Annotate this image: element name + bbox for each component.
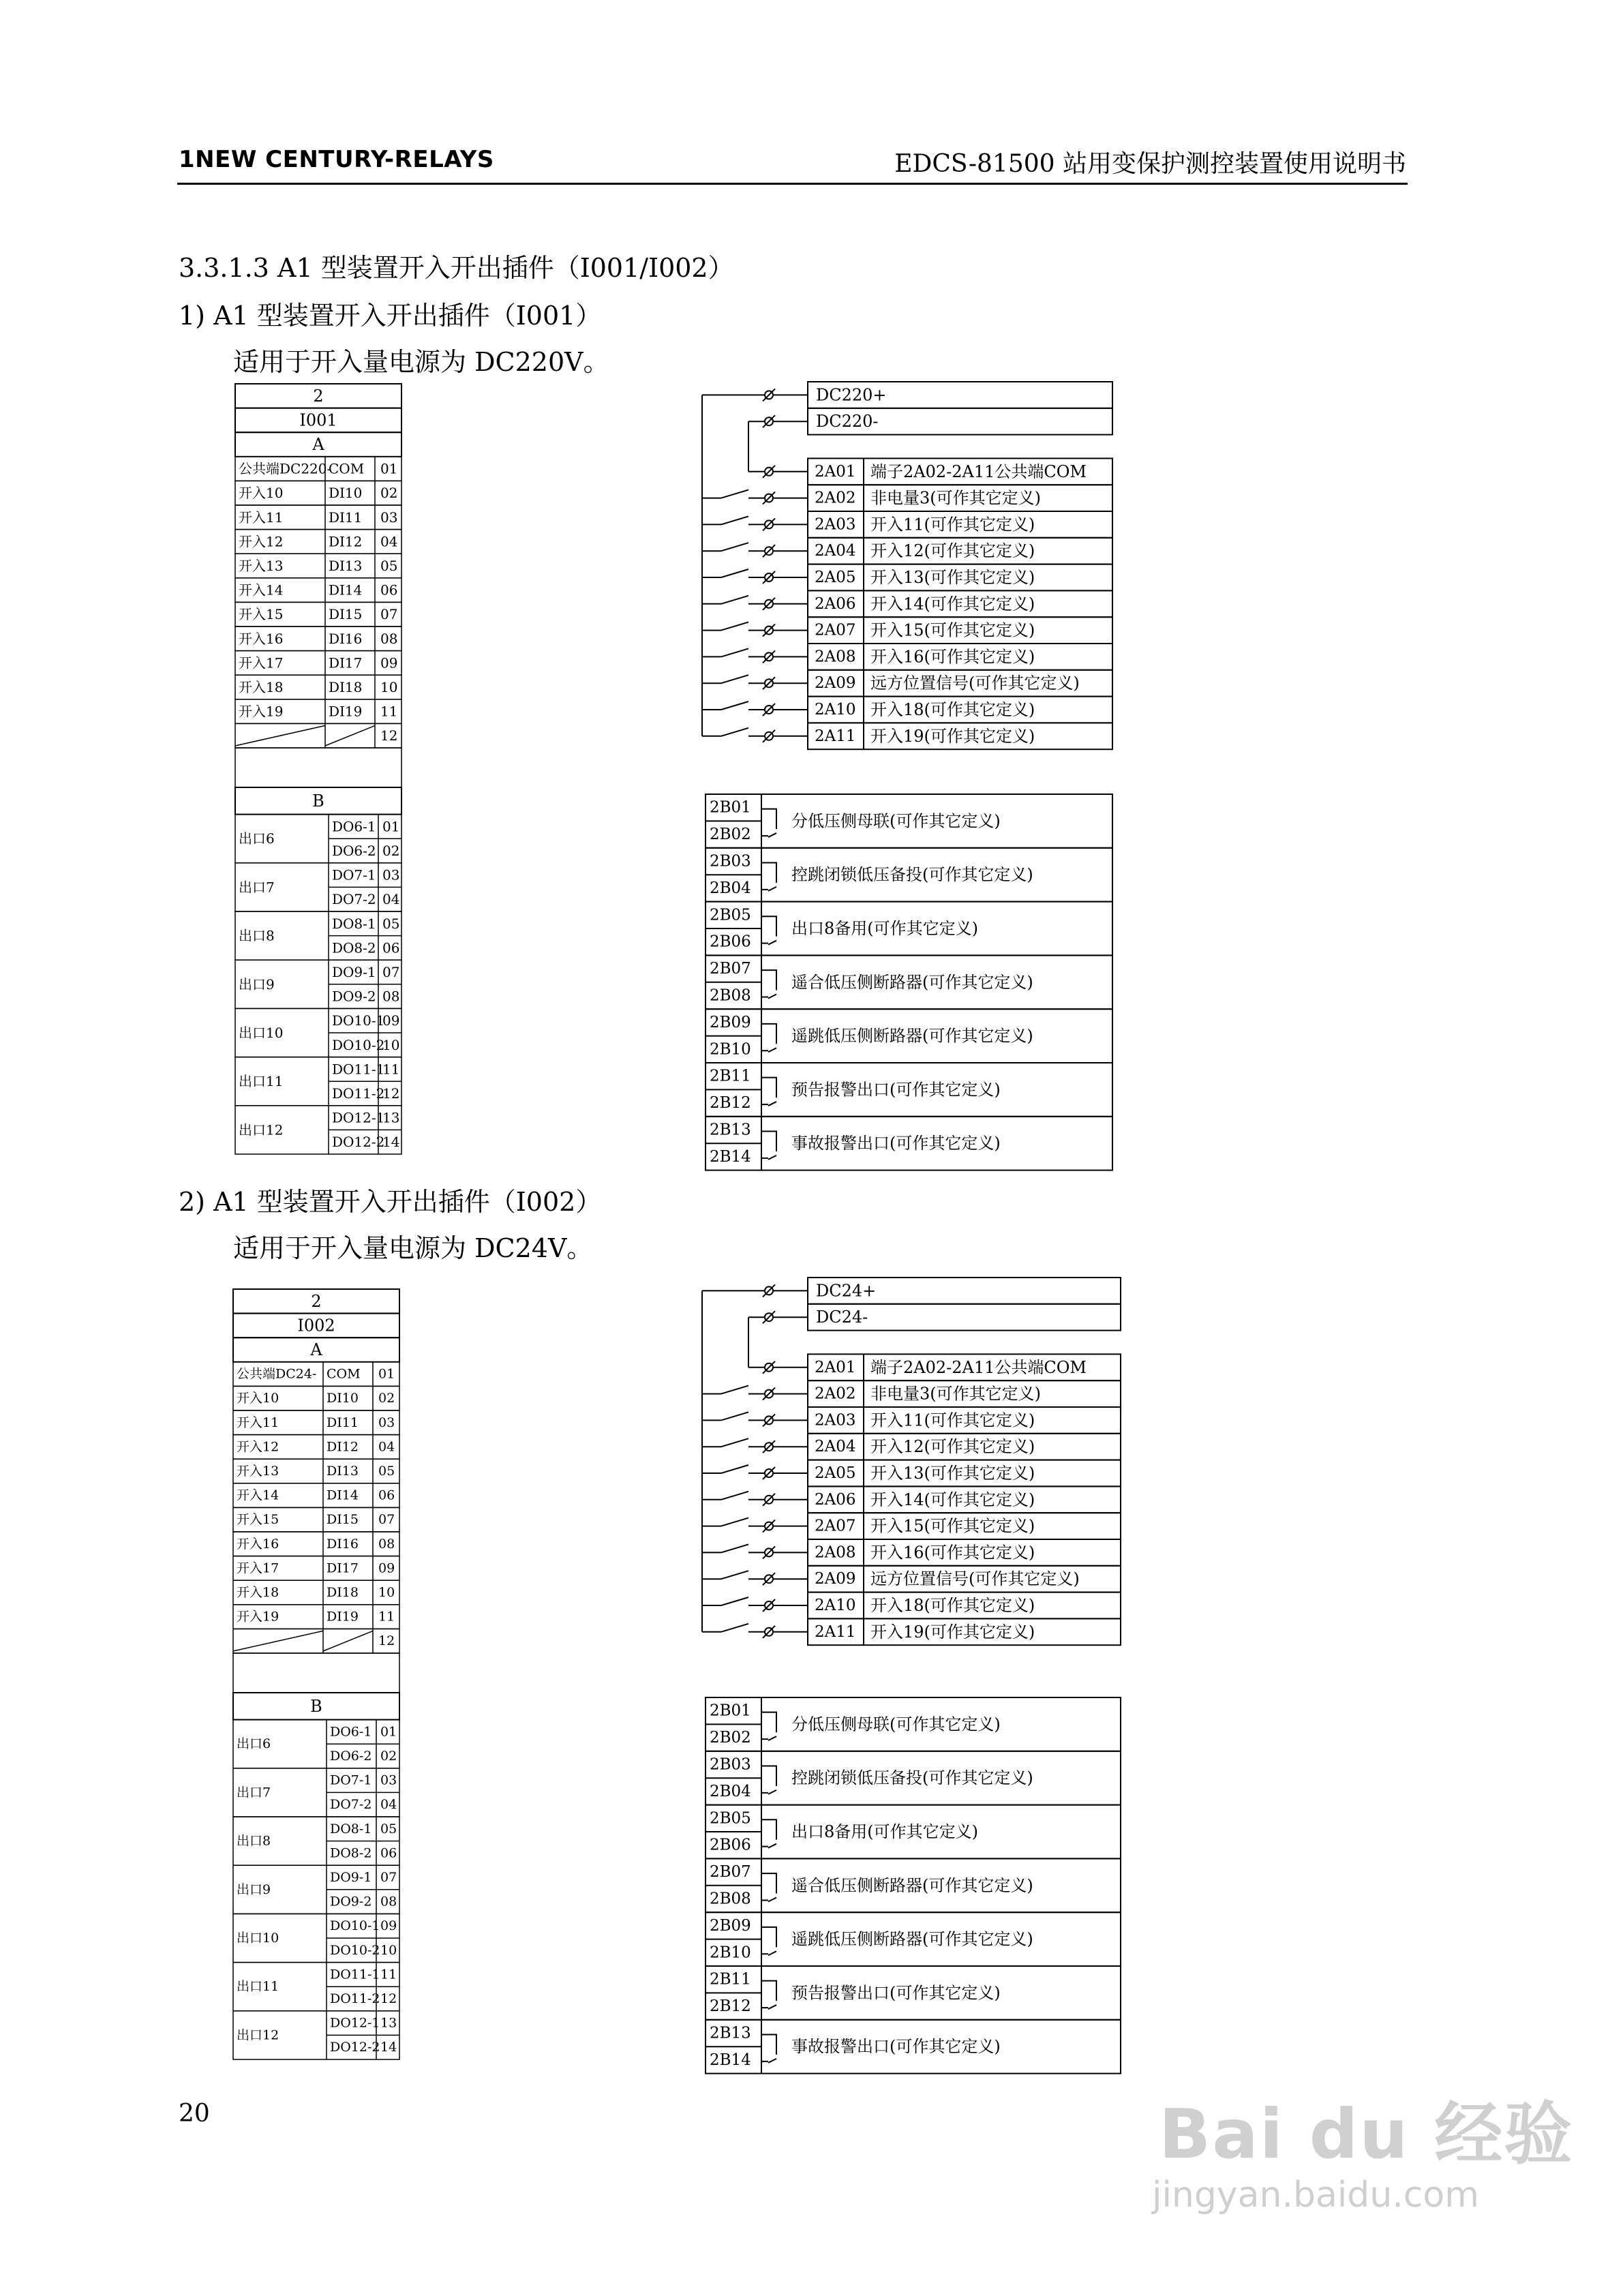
input-switch-blade: [721, 1544, 748, 1552]
output-relay-desc: 出口8备用(可作其它定义): [791, 919, 978, 938]
input-terminal-desc: 开入13(可作其它定义): [870, 568, 1035, 587]
output-group-name: 出口8: [239, 927, 275, 944]
output-terminal-code: 2B14: [710, 2051, 751, 2069]
terminal-code: DI15: [327, 1512, 359, 1528]
output-terminal-code: 2B07: [710, 960, 751, 978]
output-group-name: 出口12: [239, 1121, 284, 1138]
output-terminal-number: 01: [382, 818, 400, 835]
output-terminal-code: 2B11: [710, 1970, 751, 1989]
output-relay-desc: 遥合低压侧断路器(可作其它定义): [791, 972, 1033, 992]
output-terminal-code: 2B12: [710, 1997, 751, 2016]
input-terminal-desc: 非电量3(可作其它定义): [870, 488, 1041, 508]
output-terminal-code: 2B02: [710, 826, 751, 844]
output-contact-code: DO9-1: [332, 964, 376, 980]
output-terminal-number: 05: [382, 915, 400, 932]
relay-contact-icon: [761, 2034, 776, 2062]
terminal-code: DI13: [327, 1464, 359, 1479]
terminal-number: 09: [378, 1560, 395, 1576]
output-group-name: 出口12: [237, 2027, 279, 2043]
input-terminal-code: 2A02: [815, 1385, 856, 1403]
input-switch-blade: [721, 1597, 748, 1605]
output-group-name: 出口10: [237, 1931, 279, 1946]
terminal-signal-name: 开入11: [237, 1415, 279, 1430]
terminal-signal-name: 开入18: [237, 1585, 279, 1600]
input-switch-blade: [721, 1386, 748, 1394]
terminal-signal-name: 开入16: [239, 630, 284, 647]
input-terminal-code: 2A08: [815, 1543, 856, 1562]
terminal-signal-name: 开入17: [237, 1560, 279, 1576]
input-switch-blade: [721, 1492, 748, 1500]
output-contact-code: DO7-2: [330, 1797, 372, 1813]
input-switch-blade: [721, 1412, 748, 1420]
terminal-signal-name: 开入12: [237, 1439, 279, 1455]
terminal-code: DI19: [329, 703, 363, 720]
terminal-code: DI10: [329, 485, 363, 502]
output-terminal-code: 2B01: [710, 798, 751, 817]
table-header-slot: 2: [313, 386, 324, 406]
output-relay-desc: 事故报警出口(可作其它定义): [791, 1134, 1001, 1153]
input-terminal-code: 2A07: [815, 621, 856, 639]
output-terminal-code: 2B03: [710, 852, 751, 871]
output-terminal-code: 2B04: [710, 879, 751, 897]
terminal-signal-name: 开入15: [237, 1512, 279, 1528]
terminal-number: 01: [378, 1366, 395, 1382]
output-relay-desc: 预告报警出口(可作其它定义): [791, 1080, 1001, 1100]
input-terminal-code: 2A07: [815, 1517, 856, 1535]
output-contact-code: DO11-1: [330, 1967, 380, 1982]
output-terminal-code: 2B05: [710, 906, 751, 924]
terminal-signal-name: 开入17: [239, 654, 284, 671]
output-contact-code: DO7-2: [332, 891, 376, 908]
input-switch-blade: [721, 1624, 748, 1632]
output-terminal-number: 07: [380, 1870, 397, 1885]
output-group-name: 出口9: [237, 1882, 271, 1897]
output-terminal-code: 2B09: [710, 1916, 751, 1935]
output-contact-code: DO9-2: [332, 988, 376, 1005]
input-terminal-code: 2A04: [815, 542, 856, 560]
output-group-name: 出口9: [239, 976, 275, 993]
output-contact-code: DO11-1: [332, 1061, 385, 1078]
terminal-number: 07: [378, 1512, 395, 1528]
terminal-number: 06: [380, 581, 398, 599]
output-terminal-number: 09: [382, 1012, 400, 1029]
input-terminal-code: 2A10: [815, 701, 856, 719]
terminal-signal-name: 开入13: [239, 558, 284, 574]
input-terminal-desc: 非电量3(可作其它定义): [870, 1384, 1041, 1404]
input-terminal-desc: 开入15(可作其它定义): [870, 620, 1035, 640]
output-terminal-code: 2B14: [710, 1147, 751, 1166]
input-terminal-desc: 开入18(可作其它定义): [870, 700, 1035, 719]
terminal-signal-name: 开入19: [239, 703, 284, 720]
input-terminal-desc: 开入11(可作其它定义): [870, 515, 1035, 534]
output-contact-code: DO10-1: [332, 1012, 385, 1029]
terminal-code: DI17: [327, 1560, 359, 1576]
supply-label: DC220-: [816, 412, 879, 432]
input-switch-blade: [721, 1518, 748, 1526]
watermark-url: jingyan.baidu.com: [1152, 2175, 1479, 2216]
table-header-slot: 2: [311, 1291, 322, 1311]
terminal-signal-name: 开入19: [237, 1609, 279, 1625]
terminal-number: 10: [378, 1585, 395, 1600]
output-group-name: 出口11: [239, 1073, 284, 1090]
input-terminal-desc: 开入14(可作其它定义): [870, 594, 1035, 614]
input-terminal-code: 2A06: [815, 594, 856, 613]
input-terminal-desc: 开入14(可作其它定义): [870, 1490, 1035, 1509]
header-brand: 1NEW CENTURY-RELAYS: [179, 146, 494, 173]
output-contact-code: DO6-2: [332, 843, 376, 859]
output-terminal-number: 02: [382, 843, 400, 859]
output-terminal-code: 2B06: [710, 1836, 751, 1854]
input-terminal-code: 2A10: [815, 1597, 856, 1614]
terminal-code: COM: [329, 460, 365, 477]
output-contact-code: DO10-2: [332, 1036, 385, 1053]
input-terminal-code: 2A11: [815, 727, 856, 745]
output-terminal-code: 2B01: [710, 1702, 751, 1720]
output-contact-code: DO6-2: [330, 1749, 372, 1764]
relay-contact-icon: [761, 1873, 776, 1901]
subsection-1-heading: 1) A1 型装置开入开出插件（I001）: [179, 301, 602, 331]
terminal-code: COM: [327, 1366, 361, 1382]
input-terminal-code: 2A09: [815, 1570, 856, 1588]
input-terminal-code: 2A04: [815, 1438, 856, 1456]
output-terminal-number: 11: [380, 1967, 397, 1982]
terminal-number: 05: [378, 1464, 395, 1479]
supply-label: DC220+: [816, 385, 887, 405]
output-terminal-code: 2B08: [710, 986, 751, 1005]
output-relay-desc: 控跳闭锁低压备投(可作其它定义): [791, 865, 1033, 885]
input-terminal-desc: 端子2A02-2A11公共端COM: [870, 1357, 1087, 1377]
terminal-number: 11: [378, 1609, 395, 1625]
relay-contact-icon: [761, 1819, 776, 1847]
terminal-signal-name: 开入13: [237, 1464, 279, 1479]
terminal-signal-name: 开入10: [239, 485, 284, 502]
input-switch-blade: [721, 1438, 748, 1447]
input-terminal-desc: 开入18(可作其它定义): [870, 1596, 1035, 1615]
input-terminal-desc: 开入15(可作其它定义): [870, 1516, 1035, 1536]
terminal-code: DI13: [329, 558, 363, 574]
terminal-code: DI19: [327, 1609, 359, 1625]
output-contact-code: DO10-1: [330, 1918, 380, 1934]
output-terminal-number: 03: [382, 866, 400, 883]
output-terminal-number: 06: [382, 939, 400, 956]
output-contact-code: DO8-1: [330, 1821, 372, 1837]
output-contact-code: DO8-2: [332, 939, 376, 956]
terminal-signal-name: 公共端DC220-: [239, 460, 332, 477]
output-terminal-number: 08: [380, 1894, 397, 1909]
terminal-code: DI16: [327, 1536, 359, 1552]
terminal-signal-name: 开入16: [237, 1536, 279, 1552]
output-relay-desc: 预告报警出口(可作其它定义): [791, 1983, 1001, 2003]
output-terminal-number: 09: [380, 1918, 397, 1934]
output-contact-code: DO12-1: [330, 2015, 380, 2031]
terminal-number: 08: [380, 630, 398, 647]
terminal-code: DI14: [329, 581, 363, 599]
input-terminal-code: 2A05: [815, 569, 856, 586]
input-terminal-desc: 开入19(可作其它定义): [870, 726, 1035, 746]
terminal-signal-name: 开入10: [237, 1391, 279, 1406]
terminal-signal-name: 开入11: [239, 509, 284, 526]
output-terminal-code: 2B11: [710, 1067, 751, 1085]
input-terminal-code: 2A01: [815, 1358, 856, 1376]
table-header-partB: B: [312, 791, 324, 811]
input-terminal-code: 2A09: [815, 674, 856, 693]
output-group-name: 出口10: [239, 1025, 284, 1041]
output-group-name: 出口7: [237, 1785, 271, 1800]
input-terminal-code: 2A02: [815, 489, 856, 507]
terminal-number: 04: [380, 533, 398, 550]
terminal-number: 12: [380, 727, 398, 744]
table-header-partB: B: [310, 1696, 322, 1716]
terminal-number: 05: [380, 558, 398, 574]
output-terminal-code: 2B07: [710, 1863, 751, 1882]
terminal-code: DI11: [329, 509, 363, 526]
output-relay-desc: 控跳闭锁低压备投(可作其它定义): [791, 1768, 1033, 1788]
output-terminal-number: 08: [382, 988, 400, 1005]
terminal-code: DI18: [329, 679, 363, 695]
output-terminal-code: 2B13: [710, 1121, 751, 1139]
input-terminal-code: 2A05: [815, 1464, 856, 1482]
section-title: 3.3.1.3 A1 型装置开入开出插件（I001/I002）: [179, 253, 734, 283]
terminal-code: DI10: [327, 1391, 359, 1406]
output-group-name: 出口6: [237, 1736, 271, 1752]
output-relay-desc: 分低压侧母联(可作其它定义): [791, 1715, 1001, 1734]
terminal-number: 11: [380, 703, 398, 720]
output-contact-code: DO11-2: [332, 1085, 385, 1102]
output-relay-desc: 遥跳低压侧断路器(可作其它定义): [791, 1026, 1033, 1046]
output-terminal-number: 14: [380, 2040, 397, 2055]
output-contact-code: DO9-1: [330, 1870, 372, 1885]
output-terminal-number: 03: [380, 1772, 397, 1788]
terminal-signal-name: 开入15: [239, 606, 284, 623]
supply-label: DC24+: [816, 1281, 877, 1301]
output-terminal-number: 01: [380, 1724, 397, 1740]
output-contact-code: DO6-1: [332, 818, 376, 835]
output-terminal-number: 04: [382, 891, 400, 908]
input-terminal-desc: 开入13(可作其它定义): [870, 1464, 1035, 1483]
output-terminal-number: 11: [382, 1061, 400, 1078]
input-terminal-desc: 开入16(可作其它定义): [870, 1543, 1035, 1562]
output-contact-code: DO8-1: [332, 915, 376, 932]
input-terminal-code: 2A08: [815, 648, 856, 666]
output-contact-code: DO7-1: [330, 1772, 372, 1788]
input-terminal-code: 2A06: [815, 1490, 856, 1509]
output-terminal-number: 10: [382, 1036, 400, 1053]
terminal-signal-name: 开入18: [239, 679, 284, 695]
output-contact-code: DO6-1: [330, 1724, 372, 1740]
output-terminal-number: 05: [380, 1821, 397, 1837]
output-terminal-code: 2B04: [710, 1782, 751, 1800]
output-terminal-code: 2B10: [710, 1944, 751, 1962]
terminal-number: 02: [380, 485, 398, 502]
output-contact-code: DO8-2: [330, 1845, 372, 1861]
terminal-signal-name: 开入14: [237, 1487, 279, 1503]
input-terminal-code: 2A11: [815, 1622, 856, 1641]
terminal-number: 03: [378, 1415, 395, 1430]
input-terminal-desc: 开入16(可作其它定义): [870, 647, 1035, 667]
subsection-2-note: 适用于开入量电源为 DC24V。: [233, 1233, 593, 1263]
relay-contact-icon: [761, 1981, 776, 2009]
output-terminal-code: 2B08: [710, 1890, 751, 1908]
input-terminal-code: 2A03: [815, 515, 856, 534]
table-header-board: I001: [299, 410, 337, 430]
output-relay-desc: 遥跳低压侧断路器(可作其它定义): [791, 1929, 1033, 1949]
output-contact-code: DO11-2: [330, 1991, 380, 2006]
output-terminal-number: 10: [380, 1942, 397, 1958]
terminal-code: DI16: [329, 630, 363, 647]
output-terminal-number: 13: [382, 1109, 400, 1126]
output-terminal-number: 14: [382, 1134, 400, 1151]
terminal-code: DI12: [329, 533, 363, 550]
terminal-signal-name: 开入14: [239, 581, 284, 599]
terminal-number: 10: [380, 679, 398, 695]
output-terminal-code: 2B02: [710, 1729, 751, 1747]
terminal-signal-name: 公共端DC24-: [237, 1366, 317, 1382]
header-title: EDCS-81500 站用变保护测控装置使用说明书: [894, 150, 1406, 178]
input-terminal-desc: 开入12(可作其它定义): [870, 1437, 1035, 1457]
relay-contact-icon: [761, 1712, 776, 1740]
table-header-partA: A: [310, 1340, 322, 1359]
input-terminal-code: 2A01: [815, 462, 856, 481]
output-group-name: 出口11: [237, 1979, 279, 1995]
output-terminal-number: 13: [380, 2015, 397, 2031]
output-relay-desc: 分低压侧母联(可作其它定义): [791, 811, 1001, 831]
output-relay-desc: 出口8备用(可作其它定义): [791, 1822, 978, 1841]
output-terminal-number: 04: [380, 1797, 397, 1813]
output-relay-desc: 遥合低压侧断路器(可作其它定义): [791, 1875, 1033, 1895]
input-switch-blade: [721, 1571, 748, 1579]
terminal-code: DI14: [327, 1487, 359, 1503]
output-terminal-code: 2B12: [710, 1094, 751, 1113]
input-terminal-desc: 远方位置信号(可作其它定义): [870, 674, 1080, 693]
terminal-number: 12: [378, 1633, 395, 1649]
terminal-number: 02: [378, 1391, 395, 1406]
output-terminal-code: 2B13: [710, 2024, 751, 2042]
terminal-code: DI17: [329, 654, 363, 671]
output-contact-code: DO12-1: [332, 1109, 385, 1126]
table-header-partA: A: [312, 435, 324, 454]
output-relay-desc: 事故报警出口(可作其它定义): [791, 2037, 1001, 2057]
output-terminal-number: 06: [380, 1845, 397, 1861]
output-contact-code: DO10-2: [330, 1942, 380, 1958]
terminal-number: 01: [380, 460, 398, 477]
subsection-2-heading: 2) A1 型装置开入开出插件（I002）: [179, 1187, 602, 1217]
terminal-number: 06: [378, 1487, 395, 1503]
subsection-1-note: 适用于开入量电源为 DC220V。: [233, 347, 609, 377]
terminal-number: 09: [380, 654, 398, 671]
input-terminal-desc: 端子2A02-2A11公共端COM: [870, 462, 1087, 481]
output-terminal-code: 2B06: [710, 933, 751, 951]
terminal-number: 07: [380, 606, 398, 623]
terminal-code: DI18: [327, 1585, 359, 1600]
output-terminal-number: 07: [382, 964, 400, 980]
terminal-signal-name: 开入12: [239, 533, 284, 550]
output-contact-code: DO7-1: [332, 866, 376, 883]
relay-contact-icon: [761, 1927, 776, 1955]
output-terminal-number: 12: [382, 1085, 400, 1102]
output-terminal-code: 2B10: [710, 1040, 751, 1059]
output-terminal-number: 02: [380, 1749, 397, 1764]
page-number: 20: [179, 2100, 210, 2128]
watermark-logo: Bai du 经验: [1159, 2094, 1574, 2174]
output-terminal-code: 2B09: [710, 1013, 751, 1031]
input-switch-blade: [721, 1465, 748, 1473]
terminal-code: DI11: [327, 1415, 359, 1430]
output-terminal-code: 2B05: [710, 1809, 751, 1828]
terminal-number: 04: [378, 1439, 395, 1455]
output-terminal-number: 12: [380, 1991, 397, 2006]
relay-contact-icon: [761, 1766, 776, 1794]
input-terminal-desc: 开入11(可作其它定义): [870, 1410, 1035, 1430]
supply-label: DC24-: [816, 1308, 868, 1327]
output-contact-code: DO12-2: [332, 1134, 385, 1151]
input-terminal-desc: 开入19(可作其它定义): [870, 1622, 1035, 1642]
output-contact-code: DO12-2: [330, 2040, 380, 2055]
terminal-number: 03: [380, 509, 398, 526]
input-terminal-desc: 开入12(可作其它定义): [870, 541, 1035, 561]
input-terminal-desc: 远方位置信号(可作其它定义): [870, 1569, 1080, 1589]
output-group-name: 出口7: [239, 879, 275, 896]
table-header-board: I002: [297, 1316, 335, 1335]
terminal-number: 08: [378, 1536, 395, 1552]
terminal-code: DI12: [327, 1439, 359, 1455]
output-group-name: 出口8: [237, 1833, 271, 1849]
output-contact-code: DO9-2: [330, 1894, 372, 1909]
input-terminal-code: 2A03: [815, 1411, 856, 1430]
terminal-code: DI15: [329, 606, 363, 623]
output-terminal-code: 2B03: [710, 1755, 751, 1774]
output-group-name: 出口6: [239, 830, 275, 847]
